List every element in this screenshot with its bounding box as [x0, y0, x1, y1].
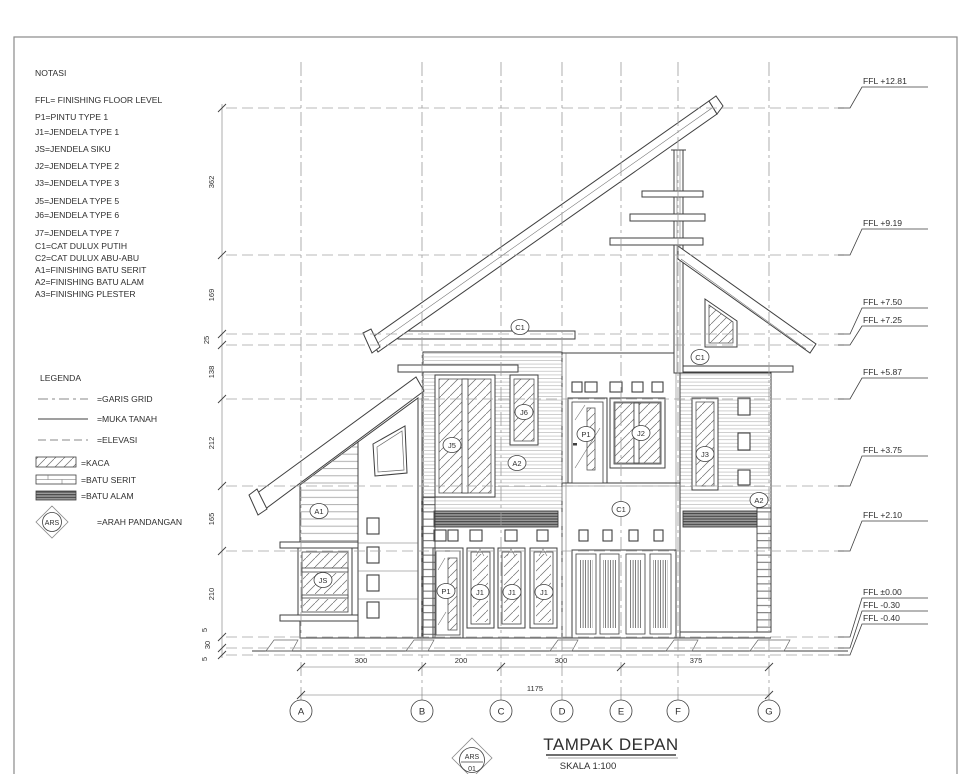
tag-j1-3: J1 [540, 588, 548, 597]
ffl-7-50: FFL +7.50 [863, 297, 903, 307]
tag-p1-upper: P1 [581, 430, 591, 439]
grid-e: E [617, 706, 625, 718]
dim-375: 375 [689, 656, 703, 665]
tag-j6: J6 [520, 408, 528, 417]
dim-5a: 5 [200, 627, 209, 633]
parapet-band [398, 331, 575, 339]
legenda-arah-pandangan: =ARAH PANDANGAN [97, 517, 183, 527]
legenda-batu-alam: =BATU ALAM [81, 491, 134, 501]
dim-165: 165 [207, 512, 216, 526]
grid-f: F [675, 706, 681, 718]
notasi-title: NOTASI [35, 68, 67, 78]
batu-alam-band-left [434, 511, 558, 527]
notasi-j5: J5=JENDELA TYPE 5 [35, 196, 120, 206]
legenda-block [36, 373, 182, 538]
ffl-neg-0-30: FFL -0.30 [863, 600, 900, 610]
gable-roof [678, 246, 816, 353]
stamp-01: 01 [468, 766, 476, 773]
dim-30: 30 [203, 640, 212, 650]
legenda-title: LEGENDA [40, 373, 82, 383]
ffl-7-25: FFL +7.25 [863, 315, 903, 325]
curbs [266, 640, 790, 651]
arah-pandangan-sample [36, 506, 68, 538]
folding-doors [572, 550, 676, 638]
kaca-sample [36, 457, 76, 467]
fin-2 [630, 214, 705, 221]
fin-1 [642, 191, 703, 197]
notasi-a3: A3=FINISHING PLESTER [35, 289, 136, 299]
ffl-neg-0-40: FFL -0.40 [863, 613, 900, 623]
drawing-title: TAMPAK DEPAN [543, 735, 679, 754]
right-wall-vents [738, 398, 750, 485]
grid-a: A [297, 706, 305, 718]
bottom-dimensions [297, 656, 773, 699]
dim-200: 200 [454, 656, 468, 665]
tag-c1-gable: C1 [695, 353, 705, 362]
batu-serit-sample [36, 475, 76, 484]
tag-c1-roof: C1 [515, 323, 525, 332]
dim-169: 169 [207, 288, 216, 302]
dim-1175: 1175 [526, 684, 544, 693]
title-block [452, 735, 679, 774]
j3-window [692, 398, 718, 490]
ffl-2-10: FFL +2.10 [863, 510, 903, 520]
dim-362: 362 [207, 175, 216, 189]
notasi-j6: J6=JENDELA TYPE 6 [35, 210, 120, 220]
ffl-0-00: FFL ±0.00 [863, 587, 902, 597]
tag-j3: J3 [701, 450, 709, 459]
batu-alam-band-right [683, 511, 757, 527]
notasi-block [35, 68, 162, 299]
ledge-right [682, 366, 793, 372]
tag-j5: J5 [448, 441, 456, 450]
legenda-batu-serit: =BATU SERIT [81, 475, 136, 485]
batu-alam-sample [36, 491, 76, 500]
notasi-j2: J2=JENDELA TYPE 2 [35, 161, 120, 171]
dim-212: 212 [207, 436, 216, 450]
tag-j1-2: J1 [508, 588, 516, 597]
ledge-left [398, 365, 518, 372]
tag-p1-ground: P1 [441, 587, 451, 596]
notasi-j1: J1=JENDELA TYPE 1 [35, 127, 120, 137]
legenda-muka-tanah: =MUKA TANAH [97, 414, 158, 424]
tag-js: JS [318, 576, 328, 585]
notasi-c1: C1=CAT DULUX PUTIH [35, 241, 128, 251]
legenda-ars-text: ARS [44, 520, 60, 527]
grid-g: G [765, 706, 773, 718]
js-ledge-top [280, 542, 358, 548]
sheet-stamp [452, 738, 492, 774]
tag-j1-1: J1 [476, 588, 484, 597]
dim-5b: 5 [200, 656, 209, 662]
column-b [422, 497, 435, 638]
notasi-j3: J3=JENDELA TYPE 3 [35, 178, 120, 188]
notasi-p1: P1=PINTU TYPE 1 [35, 112, 109, 122]
dim-25: 25 [202, 335, 211, 345]
dim-300a: 300 [354, 656, 368, 665]
notasi-a1: A1=FINISHING BATU SERIT [35, 265, 147, 275]
grid-b: B [418, 706, 426, 718]
building-elevation [249, 96, 848, 651]
tag-c1-center: C1 [616, 505, 626, 514]
notasi-js: JS=JENDELA SIKU [35, 144, 111, 154]
left-dimension-chain [200, 104, 226, 661]
notasi-ffl: FFL= FINISHING FLOOR LEVEL [35, 95, 163, 105]
ffl-12-81: FFL +12.81 [863, 76, 907, 86]
ffl-3-75: FFL +3.75 [863, 445, 903, 455]
tag-j2: J2 [637, 429, 645, 438]
dim-138: 138 [207, 365, 216, 379]
stamp-ars: ARS [464, 754, 480, 761]
fin-3 [610, 238, 703, 245]
legenda-garis-grid: =GARIS GRID [97, 394, 153, 404]
notasi-j7: J7=JENDELA TYPE 7 [35, 228, 120, 238]
tag-a1: A1 [314, 507, 324, 516]
dim-210: 210 [207, 587, 216, 601]
legenda-kaca: =KACA [81, 458, 110, 468]
ffl-5-87: FFL +5.87 [863, 367, 903, 377]
main-roof-eave-cap [363, 329, 380, 353]
js-ledge-bottom [280, 615, 358, 621]
dim-300b: 300 [554, 656, 568, 665]
grid-bubbles [290, 700, 780, 722]
notasi-a2: A2=FINISHING BATU ALAM [35, 277, 144, 287]
ffl-labels [863, 76, 907, 623]
grid-c: C [497, 706, 505, 718]
notasi-c2: C2=CAT DULUX ABU-ABU [35, 253, 140, 263]
legenda-elevasi: =ELEVASI [97, 435, 138, 445]
tag-a2-right: A2 [754, 496, 764, 505]
ffl-9-19: FFL +9.19 [863, 218, 903, 228]
drawing-scale: SKALA 1:100 [559, 761, 617, 772]
tag-a2-left: A2 [512, 459, 522, 468]
grid-d: D [558, 706, 566, 718]
